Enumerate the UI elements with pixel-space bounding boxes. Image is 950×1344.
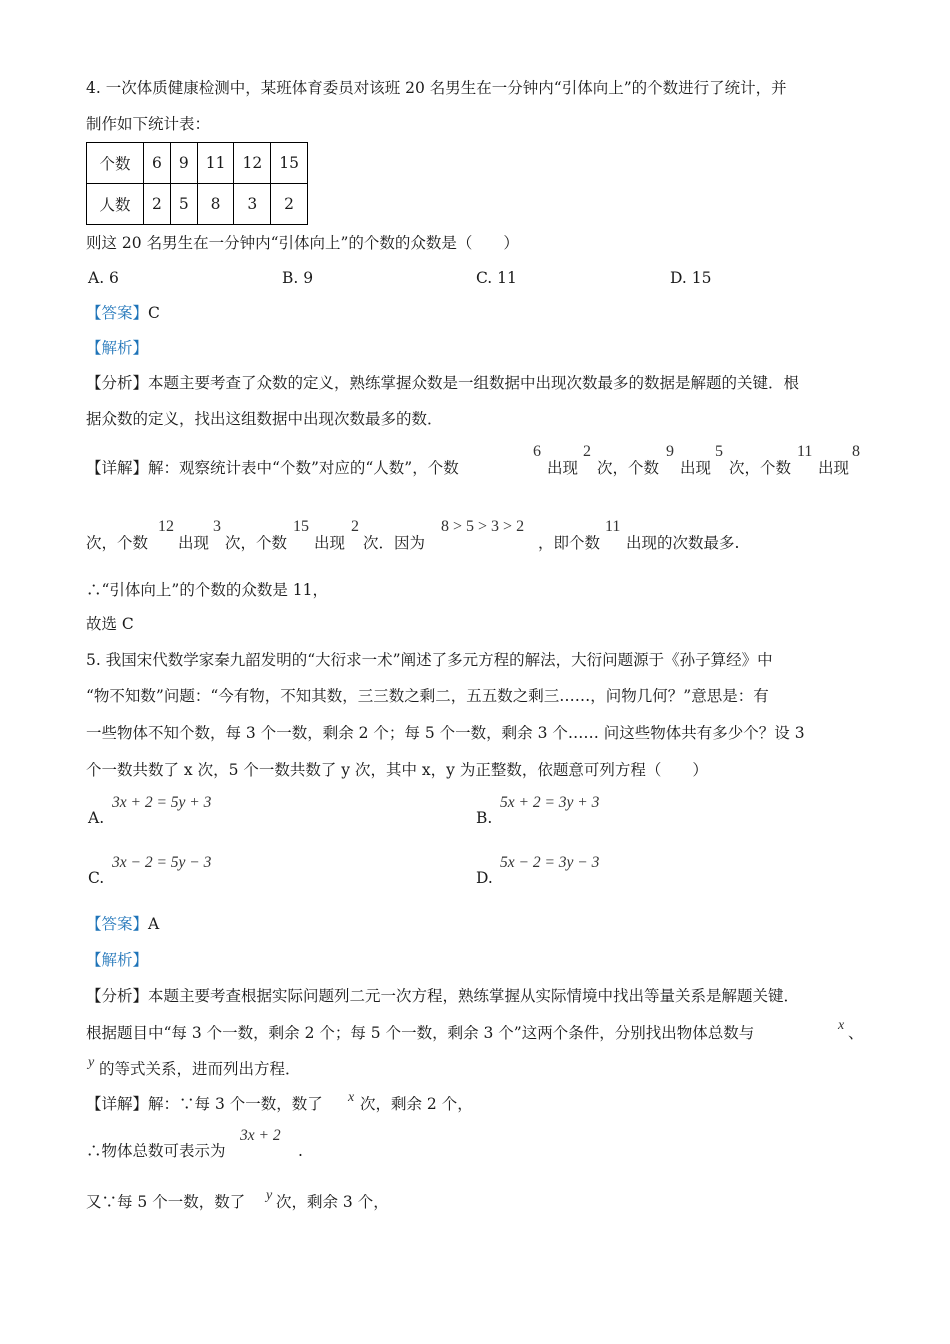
table-cell: 2 [144, 184, 171, 225]
detail-text: 次，个数 [225, 534, 288, 552]
detail-text: 次，剩余 2 个， [360, 1095, 473, 1113]
q4-question: 则这 20 名男生在一分钟内“引体向上”的个数的众数是（ ） [86, 234, 519, 252]
detail-text: 次，个数 [86, 534, 149, 552]
math-9: 9 [666, 443, 674, 460]
q4-answer [86, 303, 160, 323]
table-cell: 2 [271, 184, 308, 225]
table-cell: 个数 [87, 143, 144, 184]
q5-option-a-label: A. [88, 809, 105, 827]
q5-option-a-equation: 3x + 2 = 5y + 3 [112, 794, 212, 811]
table-cell: 5 [170, 184, 197, 225]
fenxi-tag: 【分析】 [86, 987, 149, 1005]
answer-value: C [148, 304, 160, 322]
math-3x-plus-2: 3x + 2 [240, 1127, 281, 1144]
detail-text: 次．因为 [363, 534, 426, 552]
q5-fenxi-line2: 根据题目中“每 3 个一数，剩余 2 个；每 5 个一数，剩余 3 个”这两个条件，分别找出物体总数与 [86, 1024, 755, 1042]
math-12: 12 [158, 518, 174, 535]
fenxi-text: 本题主要考查了众数的定义，熟练掌握众数是一组数据中出现次数最多的数据是解题的关键．根 [148, 374, 800, 392]
q4-option-a: A. 6 [88, 269, 119, 287]
table-cell: 15 [271, 143, 308, 184]
q4-choose: 故选 C [86, 615, 134, 633]
detail-text: 次，个数 [597, 459, 660, 477]
q4-fenxi-line2: 据众数的定义，找出这组数据中出现次数最多的数． [86, 410, 443, 428]
detail-text: 出现 [680, 459, 712, 477]
q5-fenxi-line3: 的等式关系，进而列出方程． [99, 1060, 301, 1078]
q4-fenxi-line1 [86, 373, 799, 393]
math-11: 11 [605, 518, 621, 535]
q5-line2: “物不知数”问题：“今有物，不知其数，三三数之剩二，五五数之剩三……，问物几何？”意思是：有 [86, 687, 769, 705]
q4-analysis-tag: 【解析】 [86, 339, 149, 357]
q5-option-c-equation: 3x − 2 = 5y − 3 [112, 854, 212, 871]
q5-line4: 个一数共数了 x 次，5 个一数共数了 y 次，其中 x，y 为正整数，依题意可列方程（ ） [86, 761, 708, 779]
table-row [87, 143, 308, 184]
table-cell: 6 [144, 143, 171, 184]
table-cell: 3 [234, 184, 271, 225]
table-cell: 9 [170, 143, 197, 184]
q4-stem-line1: 4. 一次体质健康检测中，某班体育委员对该班 20 名男生在一分钟内“引体向上”的个数进行了统计，并 [86, 79, 787, 97]
detail-text: 出现的次数最多. [626, 534, 740, 552]
q5-option-b-equation: 5x + 2 = 3y + 3 [500, 794, 600, 811]
math-6: 6 [533, 443, 541, 460]
math-5: 5 [715, 443, 723, 460]
table-cell: 8 [197, 184, 234, 225]
answer-tag: 【答案】 [86, 304, 149, 322]
detail-text: 解：观察统计表中“个数”对应的“人数”，个数 [148, 459, 459, 477]
q5-line3: 一些物体不知个数，每 3 个一数，剩余 2 个；每 5 个一数，剩余 3 个…… 问这些物体共有多少个？设 3 [86, 724, 805, 742]
table-row [87, 184, 308, 225]
table-cell: 12 [234, 143, 271, 184]
detail-text: 出现 [818, 459, 850, 477]
fenxi-tag: 【分析】 [86, 374, 149, 392]
q4-detail-line1 [86, 458, 459, 478]
q4-option-d: D. 15 [670, 269, 712, 287]
detail-tag: 【详解】 [86, 1095, 149, 1113]
table-cell: 11 [197, 143, 234, 184]
detail-text: 次，剩余 3 个， [276, 1193, 389, 1211]
q4-conclusion: ∴“引体向上”的个数的众数是 11， [86, 581, 328, 599]
detail-tag: 【详解】 [86, 459, 149, 477]
answer-tag: 【答案】 [86, 915, 149, 933]
math-inequality: 8 > 5 > 3 > 2 [441, 518, 525, 535]
detail-text: 解：∵每 3 个一数，数了 [148, 1095, 323, 1113]
fenxi-text: 本题主要考查根据实际问题列二元一次方程，熟练掌握从实际情境中找出等量关系是解题关键． [148, 987, 800, 1005]
math-3: 3 [213, 518, 221, 535]
q5-line1: 5. 我国宋代数学家秦九韶发明的“大衍求一术”阐述了多元方程的解法，大衍问题源于《孙子算经》中 [86, 651, 773, 669]
detail-text: 次，个数 [729, 459, 792, 477]
detail-text: 出现 [547, 459, 579, 477]
math-15: 15 [293, 518, 309, 535]
q5-option-c-label: C. [88, 869, 105, 887]
math-11: 11 [797, 443, 813, 460]
math-8: 8 [852, 443, 860, 460]
q5-analysis-tag: 【解析】 [86, 951, 149, 969]
math-2: 2 [583, 443, 591, 460]
detail-text: 出现 [178, 534, 210, 552]
q5-detail-line1 [86, 1094, 323, 1114]
q5-answer [86, 914, 159, 934]
math-y: y [266, 1188, 273, 1203]
q5-option-b-label: B. [476, 809, 493, 827]
q5-detail-line3: 又∵每 5 个一数，数了 [86, 1193, 246, 1211]
q4-stats-table [86, 142, 308, 225]
q4-stem-line2: 制作如下统计表： [86, 115, 211, 133]
detail-text: . [298, 1142, 303, 1160]
q4-option-c: C. 11 [476, 269, 517, 287]
detail-text: 出现 [314, 534, 346, 552]
q5-detail-line2: ∴物体总数可表示为 [86, 1142, 226, 1160]
math-2: 2 [351, 518, 359, 535]
q5-fenxi-line1 [86, 986, 799, 1006]
q5-option-d-equation: 5x − 2 = 3y − 3 [500, 854, 600, 871]
answer-value: A [148, 915, 160, 933]
fenxi-text: 、 [848, 1024, 864, 1042]
math-x: x [838, 1018, 845, 1033]
q5-option-d-label: D. [476, 869, 493, 887]
table-cell: 人数 [87, 184, 144, 225]
detail-text: ，即个数 [538, 534, 601, 552]
math-x: x [348, 1090, 355, 1105]
q4-option-b: B. 9 [282, 269, 314, 287]
math-y: y [88, 1055, 95, 1070]
